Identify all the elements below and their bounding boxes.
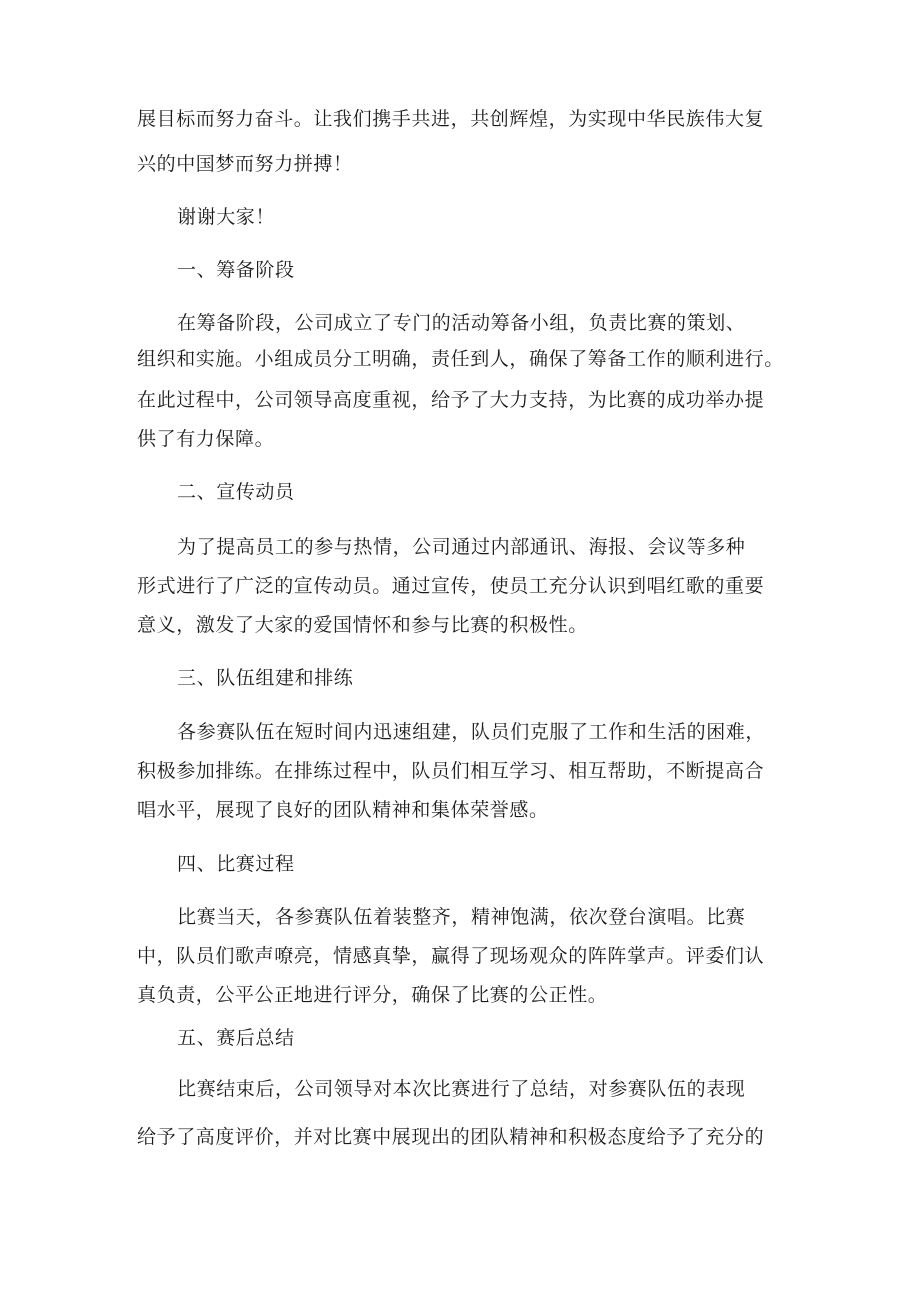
paragraph-line: 真负责，公平公正地进行评分，确保了比赛的公正性。: [137, 984, 608, 1006]
paragraph-line: 比赛结束后，公司领导对本次比赛进行了总结，对参赛队伍的表现: [177, 1078, 746, 1100]
section-heading: 五、赛后总结: [177, 1027, 295, 1049]
paragraph-line: 形式进行了广泛的宣传动员。通过宣传，使员工充分认识到唱红歌的重要: [137, 575, 765, 597]
paragraph-line: 兴的中国梦而努力拼搏！: [137, 153, 353, 175]
paragraph-line: 各参赛队伍在短时间内迅速组建，队员们克服了工作和生活的困难，: [177, 721, 766, 743]
paragraph-line: 中，队员们歌声嘹亮，情感真挚，赢得了现场观众的阵阵掌声。评委们认: [137, 945, 765, 967]
paragraph-line: 积极参加排练。在排练过程中，队员们相互学习、相互帮助，不断提高合: [137, 760, 765, 782]
paragraph-line: 给予了高度评价，并对比赛中展现出的团队精神和积极态度给予了充分的: [137, 1126, 765, 1148]
section-heading: 二、宣传动员: [177, 481, 295, 503]
paragraph-line: 为了提高员工的参与热情，公司通过内部通讯、海报、会议等多种: [177, 536, 746, 558]
section-heading: 一、筹备阶段: [177, 259, 295, 281]
paragraph-line: 比赛当天，各参赛队伍着装整齐，精神饱满，依次登台演唱。比赛: [177, 906, 746, 928]
paragraph-line: 供了有力保障。: [137, 428, 275, 450]
paragraph-line: 意义，激发了大家的爱国情怀和参与比赛的积极性。: [137, 614, 588, 636]
section-heading: 四、比赛过程: [177, 853, 295, 875]
paragraph-line: 在筹备阶段，公司成立了专门的活动筹备小组，负责比赛的策划、: [177, 312, 746, 334]
paragraph-line: 在此过程中，公司领导高度重视，给予了大力支持，为比赛的成功举办提: [137, 389, 765, 411]
paragraph-line: 唱水平，展现了良好的团队精神和集体荣誉感。: [137, 799, 549, 821]
closing-thanks: 谢谢大家！: [177, 206, 276, 228]
paragraph-line: 展目标而努力奋斗。让我们携手共进，共创辉煌，为实现中华民族伟大复: [137, 108, 765, 130]
paragraph-line: 组织和实施。小组成员分工明确，责任到人，确保了筹备工作的顺利进行。: [137, 348, 784, 370]
section-heading: 三、队伍组建和排练: [177, 667, 354, 689]
